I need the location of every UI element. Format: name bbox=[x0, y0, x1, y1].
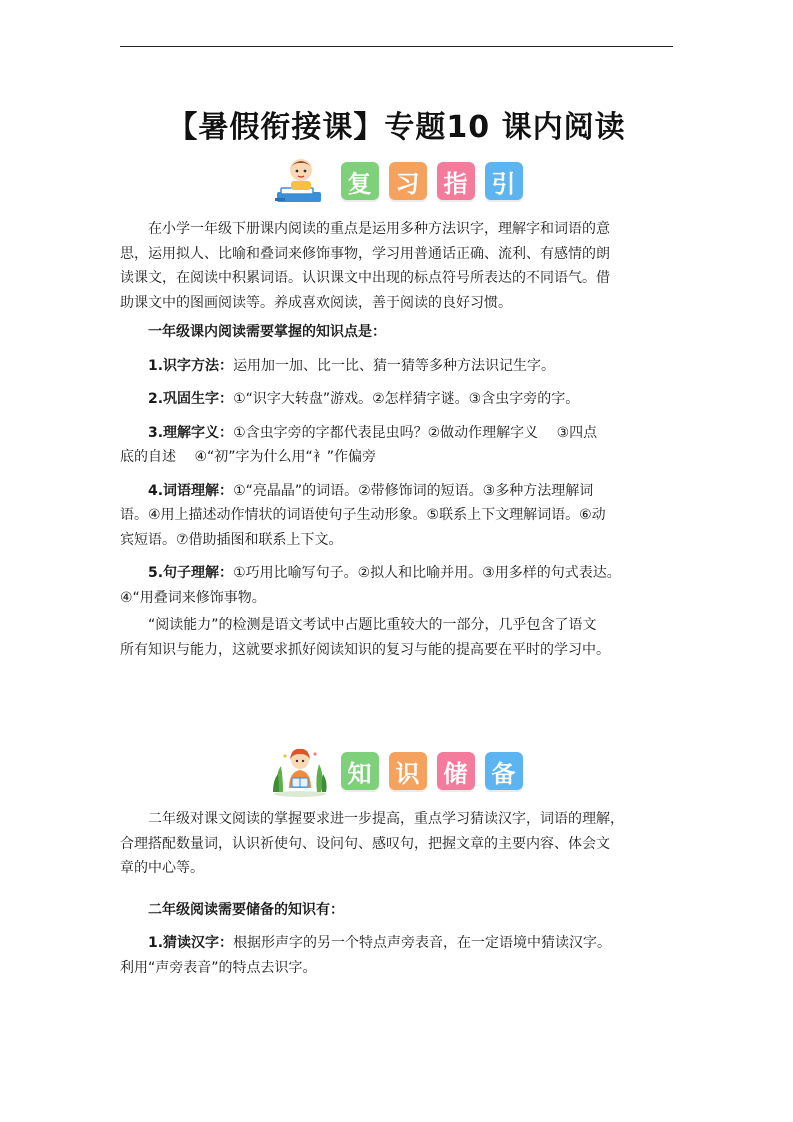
text-line: 助课文中的图画阅读等。养成喜欢阅读，善于阅读的良好习惯。 bbox=[120, 294, 512, 311]
review-char-tile: 复 bbox=[341, 162, 379, 200]
knowledge-item bbox=[120, 931, 673, 980]
knowledge-item bbox=[120, 479, 673, 553]
text-line: 根据形声字的另一个特点声旁表音，在一定语境中猜读汉字。 bbox=[233, 935, 612, 951]
girl-reading-plants-illustration bbox=[271, 744, 329, 798]
review-char-tile: 引 bbox=[485, 162, 523, 200]
text-line: 语。④用上描述动作情状的词语使句子生动形象。⑤联系上下文理解词语。⑥动 bbox=[120, 507, 606, 523]
knowledge-char-tile: 知 bbox=[341, 752, 379, 790]
review-char-tile: 习 bbox=[389, 162, 427, 200]
text-line: 章的中心等。 bbox=[120, 860, 204, 876]
student-reading-illustration bbox=[271, 154, 329, 208]
item-label: 1.识字方法： bbox=[148, 357, 234, 374]
knowledge-item bbox=[120, 387, 673, 412]
header-rule bbox=[120, 46, 673, 47]
text-line: 读课文，在阅读中积累词语。认识课文中出现的标点符号所表达的不同语气。借 bbox=[120, 270, 610, 286]
section-review-content bbox=[120, 217, 673, 662]
text-line: 运用加一加、比一比、猜一猜等多种方法识记生字。 bbox=[233, 357, 556, 374]
knowledge-char-tile: 备 bbox=[485, 752, 523, 790]
item-label: 1.猜读汉字： bbox=[148, 935, 234, 951]
intro-paragraph bbox=[120, 807, 673, 881]
text-line: 宾短语。⑦借助插图和联系上下文。 bbox=[120, 531, 343, 548]
review-guide-banner bbox=[0, 154, 793, 208]
knowledge-item bbox=[120, 421, 673, 470]
text-line: 合理搭配数量词，认识祈使句、设问句、感叹句，把握文章的主要内容、体会文 bbox=[120, 835, 610, 852]
text-line: 底的自述 ④“初”字为什么用“衤”作偏旁 bbox=[120, 449, 377, 465]
text-line: ①“亮晶晶”的词语。②带修饰词的短语。③多种方法理解词 bbox=[233, 482, 594, 499]
intro-paragraph bbox=[120, 217, 673, 315]
knowledge-char-tile: 识 bbox=[389, 752, 427, 790]
knowledge-reserve-banner bbox=[0, 744, 793, 798]
text-line: 所有知识与能力，这就要求抓好阅读知识的复习与能的提高要在平时的学习中。 bbox=[120, 641, 610, 658]
section-heading: 一年级课内阅读需要掌握的知识点是： bbox=[148, 324, 386, 340]
page-title: 【暑假衔接课】专题10 课内阅读 bbox=[167, 110, 626, 145]
section-heading: 二年级阅读需要储备的知识有： bbox=[148, 901, 344, 918]
item-label: 4.词语理解： bbox=[148, 482, 234, 499]
text-line: ④“用叠词来修饰事物。 bbox=[120, 589, 266, 606]
item-label: 5.句子理解： bbox=[148, 565, 234, 581]
text-line: ①巧用比喻写句子。②拟人和比喻并用。③用多样的句式表达。 bbox=[233, 565, 621, 581]
text-line: ①含虫字旁的字都代表昆虫吗？②做动作理解字义 ③四点 bbox=[233, 424, 598, 441]
text-line: 思，运用拟人、比喻和叠词来修饰事物，学习用普通话正确、流利、有感情的朗 bbox=[120, 245, 610, 262]
text-line: 在小学一年级下册课内阅读的重点是运用多种方法识字，理解字和词语的意 bbox=[148, 221, 610, 237]
text-line: “阅读能力”的检测是语文考试中占题比重较大的一部分，几乎包含了语文 bbox=[148, 617, 597, 633]
review-char-tile: 指 bbox=[437, 162, 475, 200]
knowledge-item bbox=[120, 561, 673, 610]
knowledge-char-tile: 储 bbox=[437, 752, 475, 790]
item-label: 2.巩固生字： bbox=[148, 391, 234, 407]
knowledge-item bbox=[120, 354, 673, 379]
section-knowledge-content bbox=[120, 807, 673, 980]
text-line: 二年级对课文阅读的掌握要求进一步提高，重点学习猜读汉字，词语的理解， bbox=[148, 811, 624, 827]
closing-paragraph bbox=[120, 613, 673, 662]
item-label: 3.理解字义： bbox=[148, 424, 234, 441]
text-line: ①“识字大转盘”游戏。②怎样猜字谜。③含虫字旁的字。 bbox=[233, 391, 580, 407]
text-line: 利用“声旁表音”的特点去识字。 bbox=[120, 959, 317, 976]
